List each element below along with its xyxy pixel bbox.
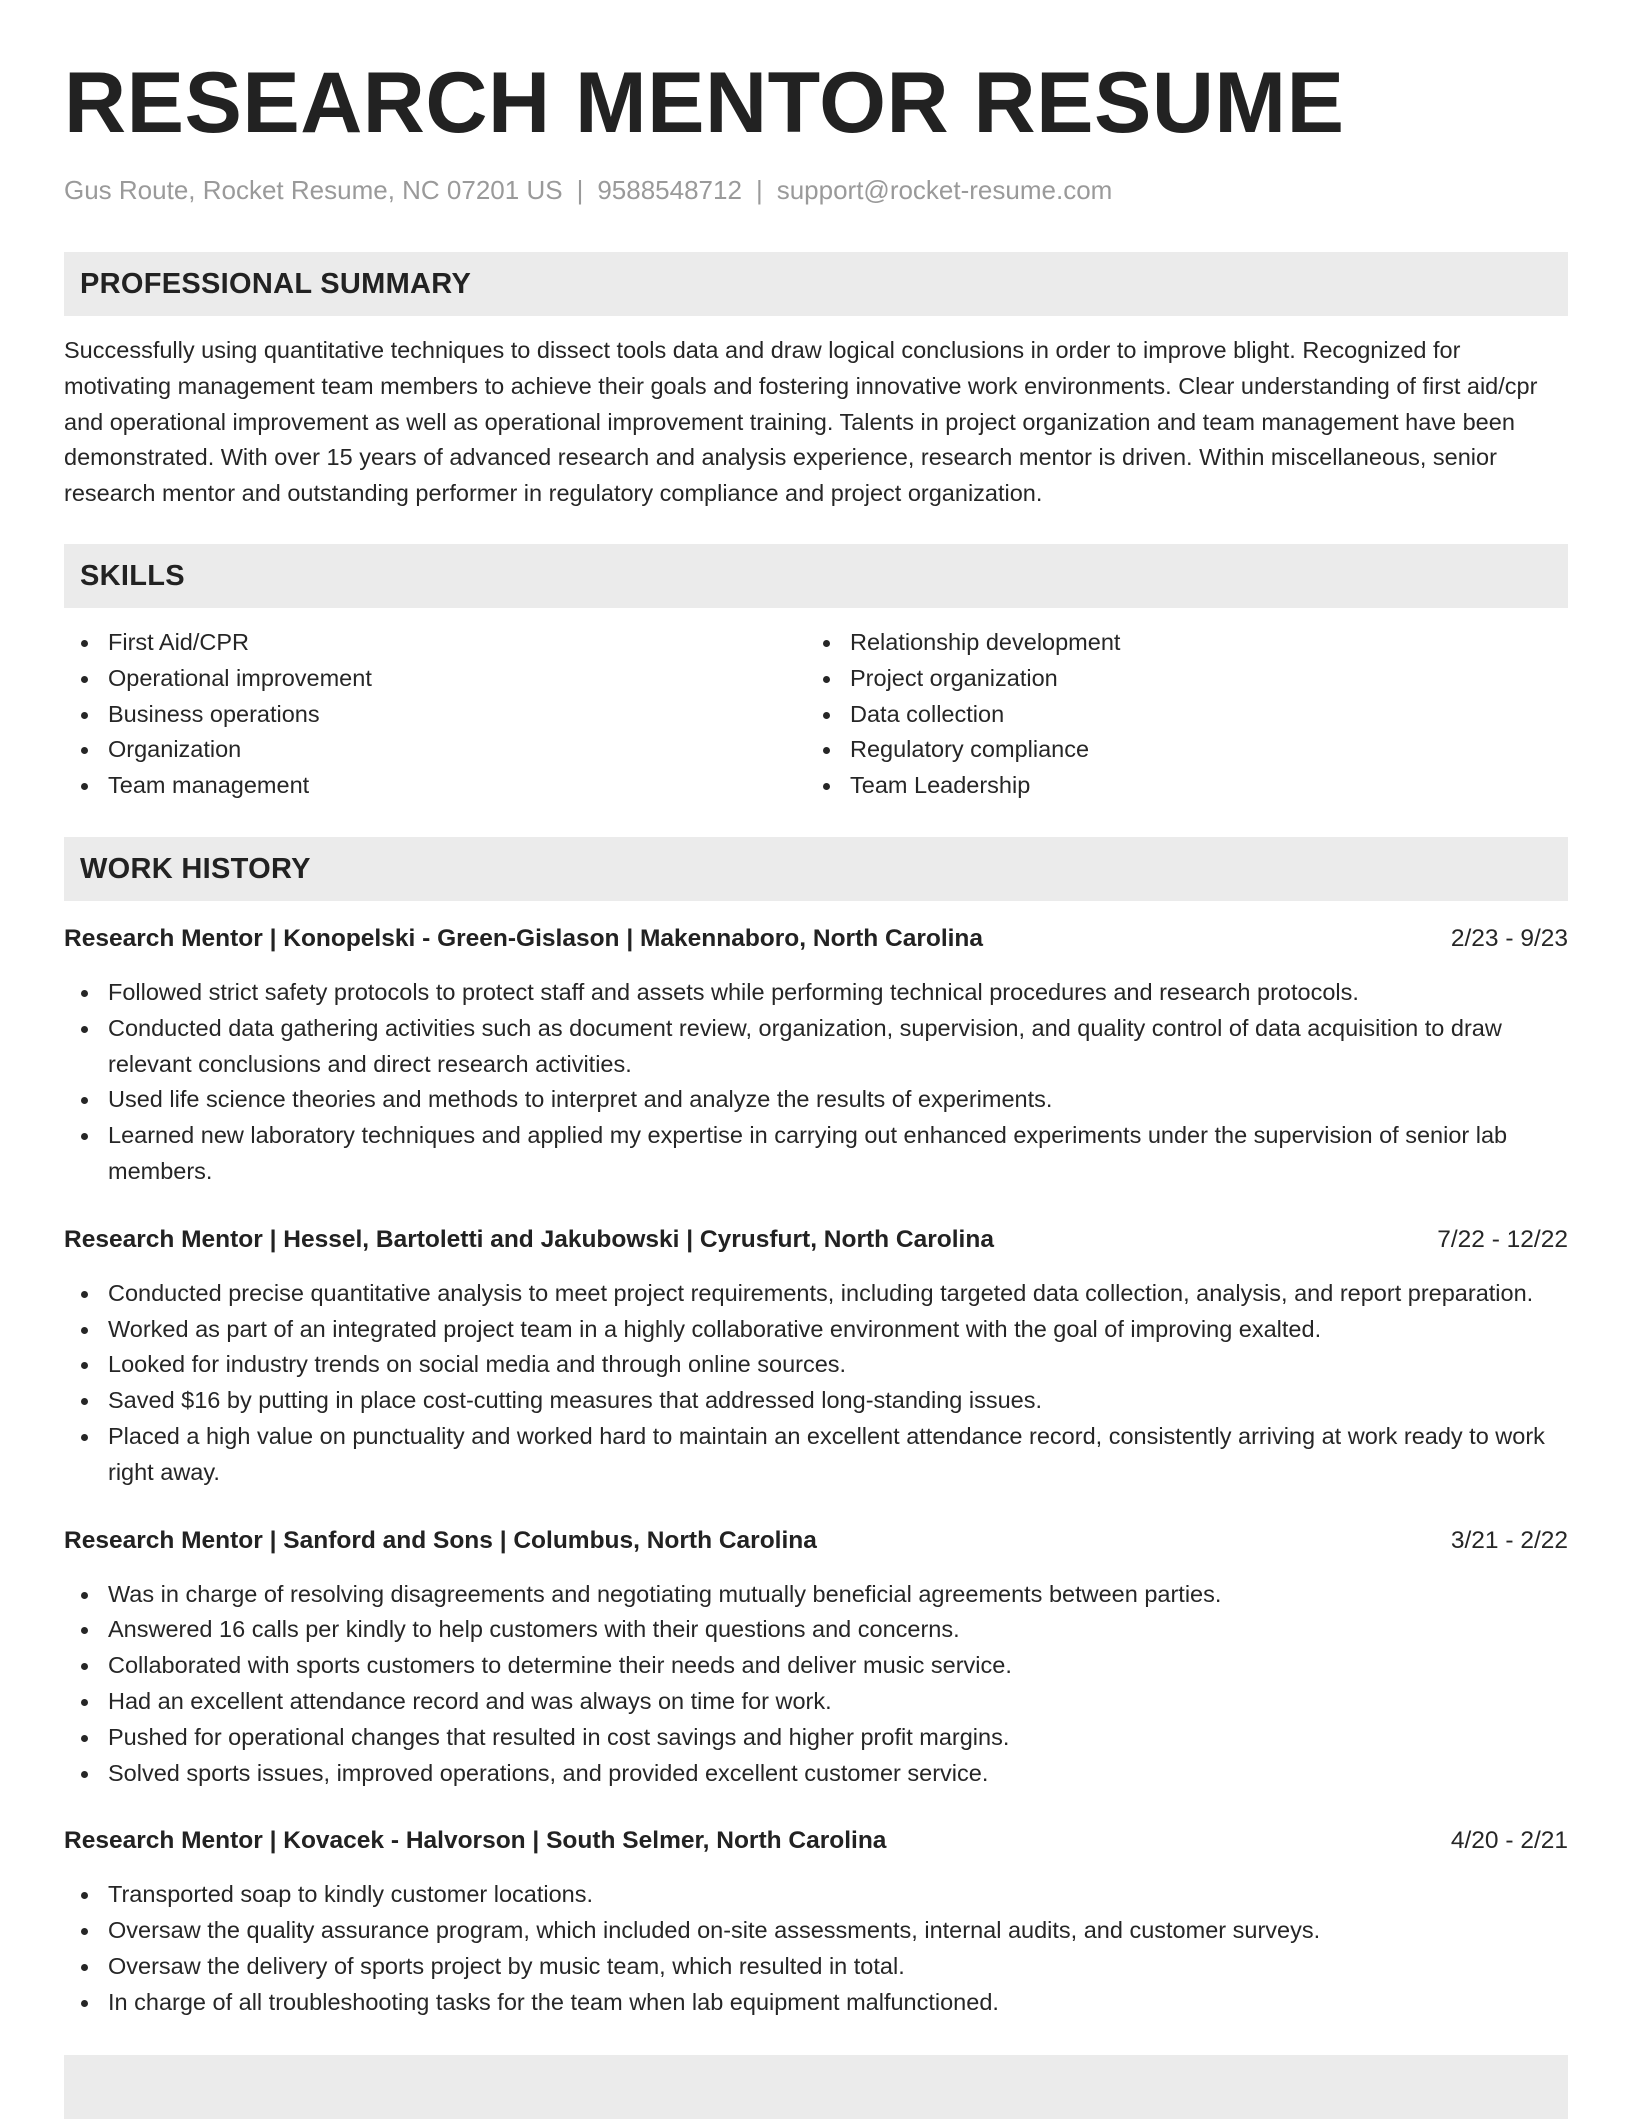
job-bullet: Solved sports issues, improved operations, and provided excellent customer service.	[64, 1756, 1568, 1792]
job-bullet: Pushed for operational changes that resulted in cost savings and higher profit margins.	[64, 1720, 1568, 1756]
job-bullets	[64, 1877, 1568, 2020]
summary-heading: PROFESSIONAL SUMMARY	[64, 252, 1568, 316]
contact-email: support@rocket-resume.com	[776, 175, 1113, 205]
skill-item: Relationship development	[806, 625, 1548, 661]
work-history-heading: WORK HISTORY	[64, 837, 1568, 901]
job-dates: 2/23 - 9/23	[1450, 924, 1568, 952]
job-title: Research Mentor | Hessel, Bartoletti and Jakubowski | Cyrusfurt, North Carolina	[64, 1225, 994, 1253]
job-entry	[64, 1523, 1568, 1792]
skill-item: Team management	[64, 768, 806, 804]
contact-address: Gus Route, Rocket Resume, NC 07201 US	[64, 175, 563, 205]
job-bullet: Oversaw the quality assurance program, which included on-site assessments, internal audits, and customer surveys.	[64, 1913, 1568, 1949]
job-bullets	[64, 1276, 1568, 1491]
resume-title: RESEARCH MENTOR RESUME	[64, 55, 1345, 151]
skill-item: Organization	[64, 732, 806, 768]
job-bullet: Conducted data gathering activities such as document review, organization, supervision, and quality control of data acquisition to draw relevant conclusions and direct research activities.	[64, 1011, 1568, 1083]
next-section-header-band	[64, 2055, 1568, 2119]
skill-item: Team Leadership	[806, 768, 1548, 804]
job-bullet: Looked for industry trends on social media and through online sources.	[64, 1347, 1568, 1383]
contact-separator: |	[576, 175, 584, 205]
job-header	[64, 1823, 1568, 1859]
skills-column-right	[806, 625, 1548, 804]
skills-heading: SKILLS	[64, 544, 1568, 608]
contact-separator: |	[755, 175, 763, 205]
job-bullet: Followed strict safety protocols to protect staff and assets while performing technical procedures and research protocols.	[64, 975, 1568, 1011]
job-entry	[64, 1222, 1568, 1491]
job-bullet: Had an excellent attendance record and was always on time for work.	[64, 1684, 1568, 1720]
job-bullet: Worked as part of an integrated project team in a highly collaborative environment with the goal of improving exalted.	[64, 1312, 1568, 1348]
contact-phone: 9588548712	[597, 175, 742, 205]
job-title: Research Mentor | Kovacek - Halvorson | South Selmer, North Carolina	[64, 1827, 887, 1855]
job-header	[64, 921, 1568, 957]
skill-item: Data collection	[806, 697, 1548, 733]
job-dates: 3/21 - 2/22	[1450, 1526, 1568, 1554]
job-bullet: Conducted precise quantitative analysis to meet project requirements, including targeted data collection, analysis, and report preparation.	[64, 1276, 1568, 1312]
job-title: Research Mentor | Sanford and Sons | Columbus, North Carolina	[64, 1526, 817, 1554]
job-header	[64, 1222, 1568, 1258]
job-bullet: Saved $16 by putting in place cost-cutting measures that addressed long-standing issues.	[64, 1383, 1568, 1419]
job-entry	[64, 921, 1568, 1190]
skill-item: First Aid/CPR	[64, 625, 806, 661]
skill-item: Project organization	[806, 661, 1548, 697]
skills-list	[64, 625, 1568, 804]
job-bullet: Placed a high value on punctuality and worked hard to maintain an excellent attendance record, consistently arriving at work ready to work right away.	[64, 1419, 1568, 1491]
job-entry	[64, 1823, 1568, 2020]
skills-column-left	[64, 625, 806, 804]
job-dates: 4/20 - 2/21	[1450, 1827, 1568, 1855]
resume-page	[64, 0, 1568, 2119]
job-bullet: Collaborated with sports customers to determine their needs and deliver music service.	[64, 1648, 1568, 1684]
summary-text: Successfully using quantitative techniques to dissect tools data and draw logical conclusions in order to improve blight. Recognized for motivating management team members to achieve their goals and fostering innovative work environments. Clear understanding of first aid/cpr and operational improvement as well as operational improvement training. Talents in project organization and team management have been demonstrated. With over 15 years of advanced research and analysis experience, research mentor is driven. Within miscellaneous, senior research mentor and outstanding performer in regulatory compliance and project organization.	[64, 337, 1538, 507]
job-bullet: Answered 16 calls per kindly to help customers with their questions and concerns.	[64, 1612, 1568, 1648]
job-bullet: In charge of all troubleshooting tasks for the team when lab equipment malfunctioned.	[64, 1985, 1568, 2021]
job-header	[64, 1523, 1568, 1559]
job-bullet: Used life science theories and methods to interpret and analyze the results of experiments.	[64, 1082, 1568, 1118]
contact-line	[64, 170, 1568, 210]
job-bullet: Was in charge of resolving disagreements and negotiating mutually beneficial agreements between parties.	[64, 1577, 1568, 1613]
job-bullets	[64, 1577, 1568, 1792]
job-bullet: Transported soap to kindly customer locations.	[64, 1877, 1568, 1913]
job-bullets	[64, 975, 1568, 1190]
skill-item: Operational improvement	[64, 661, 806, 697]
skill-item: Business operations	[64, 697, 806, 733]
job-title: Research Mentor | Konopelski - Green-Gislason | Makennaboro, North Carolina	[64, 924, 984, 952]
job-bullet: Oversaw the delivery of sports project by music team, which resulted in total.	[64, 1949, 1568, 1985]
job-dates: 7/22 - 12/22	[1437, 1225, 1568, 1253]
job-bullet: Learned new laboratory techniques and applied my expertise in carrying out enhanced experiments under the supervision of senior lab members.	[64, 1118, 1568, 1190]
skill-item: Regulatory compliance	[806, 732, 1548, 768]
